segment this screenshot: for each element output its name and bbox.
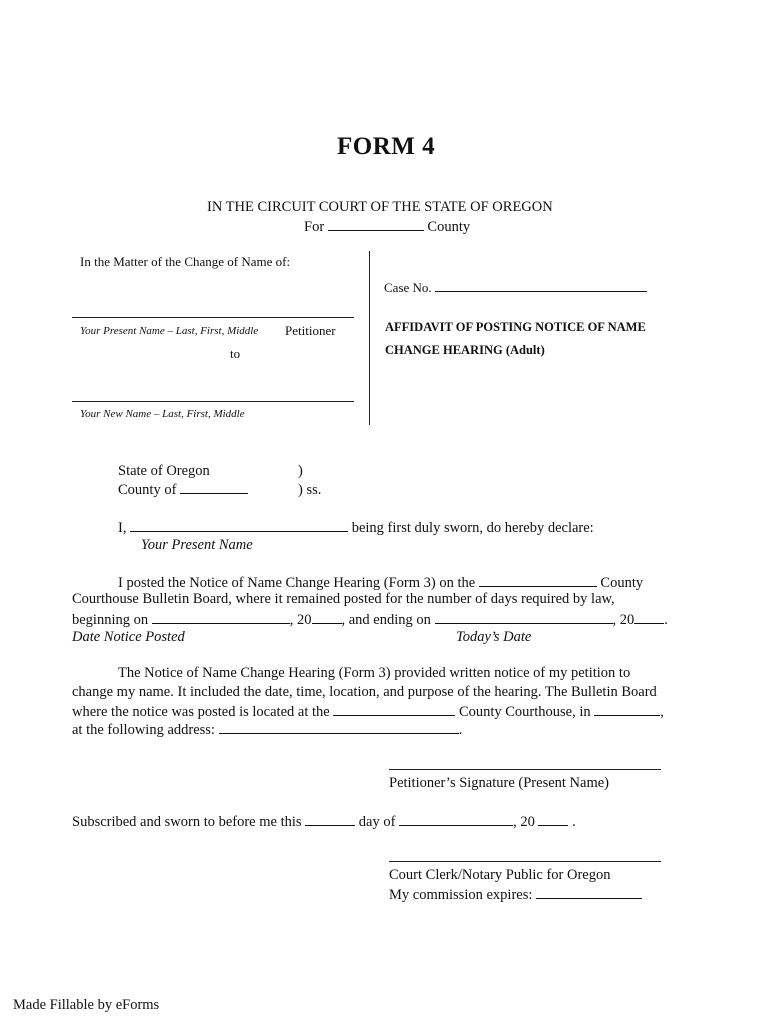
declarant-name-field[interactable] — [130, 518, 348, 532]
subscribed-period: . — [572, 814, 576, 830]
present-name-caption: Your Present Name – Last, First, Middle — [80, 325, 259, 337]
venue-county-field[interactable] — [180, 483, 248, 494]
sworn-month-field[interactable] — [399, 812, 513, 826]
para1-line1 — [118, 573, 643, 592]
matter-label: In the Matter of the Change of Name of: — [80, 254, 291, 269]
para2-line3-text: where the notice was posted is located at the — [72, 704, 330, 720]
new-name-caption: Your New Name – Last, First, Middle — [80, 408, 245, 420]
year-prefix-b: , 20 — [612, 612, 635, 628]
venue-county-label: County of — [118, 482, 177, 498]
beginning-on-label: beginning on — [72, 612, 149, 628]
commission-expires-field[interactable] — [536, 885, 642, 899]
beginning-year-field[interactable] — [312, 610, 342, 624]
present-name-field[interactable] — [72, 317, 354, 318]
venue-county-row — [118, 482, 248, 499]
year-prefix-a: , 20 — [289, 612, 312, 628]
to-label: to — [230, 346, 241, 361]
doc-title-line1: AFFIDAVIT OF POSTING NOTICE OF NAME — [385, 320, 646, 334]
sworn-year-prefix: , 20 — [513, 814, 535, 830]
todays-date-caption: Today’s Date — [456, 629, 532, 645]
courthouse-county-field[interactable] — [333, 702, 455, 716]
para2-line4-text: at the following address: — [72, 722, 215, 738]
para2-line3 — [72, 702, 664, 721]
para1-county-label: County — [600, 575, 644, 591]
ending-year-field[interactable] — [634, 610, 664, 624]
venue-state: State of Oregon — [118, 463, 210, 479]
date-notice-caption: Date Notice Posted — [72, 629, 185, 645]
for-label: For — [304, 219, 325, 235]
declarant-name-caption: Your Present Name — [141, 537, 253, 553]
declaration-row — [118, 518, 594, 537]
posting-county-field[interactable] — [479, 573, 597, 587]
county-name-field[interactable] — [328, 217, 424, 231]
sworn-year-field[interactable] — [538, 812, 568, 826]
caption-divider — [369, 251, 370, 425]
day-of-label: day of — [358, 814, 396, 830]
notary-signature-field[interactable] — [389, 861, 661, 862]
para2-line2: change my name. It included the date, time, location, and purpose of the hearing. The Bulletin Board — [72, 684, 657, 700]
ending-on-label: , and ending on — [341, 612, 431, 628]
para1-line1-text: I posted the Notice of Name Change Hearing (Form 3) on the — [118, 575, 476, 591]
petitioner-label: Petitioner — [285, 323, 336, 338]
para2-line3-mid: County Courthouse, in — [458, 704, 591, 720]
petitioner-signature-field[interactable] — [389, 769, 661, 770]
para2-line4-period: . — [458, 722, 463, 738]
declaration-sworn: being first duly sworn, do hereby declare: — [351, 520, 594, 536]
courthouse-city-field[interactable] — [594, 702, 660, 716]
para2-line1: The Notice of Name Change Hearing (Form 3) provided written notice of my petition to — [118, 665, 631, 681]
venue-paren: ) — [298, 463, 303, 479]
case-number-field[interactable] — [435, 278, 647, 292]
form-title: FORM 4 — [337, 133, 436, 160]
subscribed-row — [72, 812, 576, 831]
para1-line2: Courthouse Bulletin Board, where it remained posted for the number of days required by law, — [72, 591, 615, 607]
commission-label: My commission expires: — [389, 887, 533, 903]
para2-line4 — [72, 720, 462, 739]
county-label: County — [427, 219, 471, 235]
notary-line2-row — [389, 885, 642, 904]
doc-title-line2: CHANGE HEARING (Adult) — [385, 343, 545, 357]
para2-line3-end: , — [660, 704, 664, 720]
case-no-label: Case No. — [384, 280, 432, 295]
subscribed-text: Subscribed and sworn to before me this — [72, 814, 302, 830]
para1-line3 — [72, 610, 668, 629]
beginning-date-field[interactable] — [152, 610, 290, 624]
court-line: IN THE CIRCUIT COURT OF THE STATE OF OREGON — [207, 199, 553, 215]
county-line — [304, 217, 470, 236]
ending-date-field[interactable] — [435, 610, 613, 624]
new-name-field[interactable] — [72, 401, 354, 402]
sworn-day-field[interactable] — [305, 812, 355, 826]
footer-made-fillable: Made Fillable by eForms — [13, 997, 160, 1013]
para1-period: . — [664, 612, 668, 628]
signature-caption: Petitioner’s Signature (Present Name) — [389, 775, 609, 791]
declaration-i: I, — [118, 520, 127, 536]
case-number-row — [384, 278, 647, 296]
venue-ss: ) ss. — [298, 482, 322, 498]
courthouse-address-field[interactable] — [219, 720, 459, 734]
notary-line1: Court Clerk/Notary Public for Oregon — [389, 867, 611, 883]
